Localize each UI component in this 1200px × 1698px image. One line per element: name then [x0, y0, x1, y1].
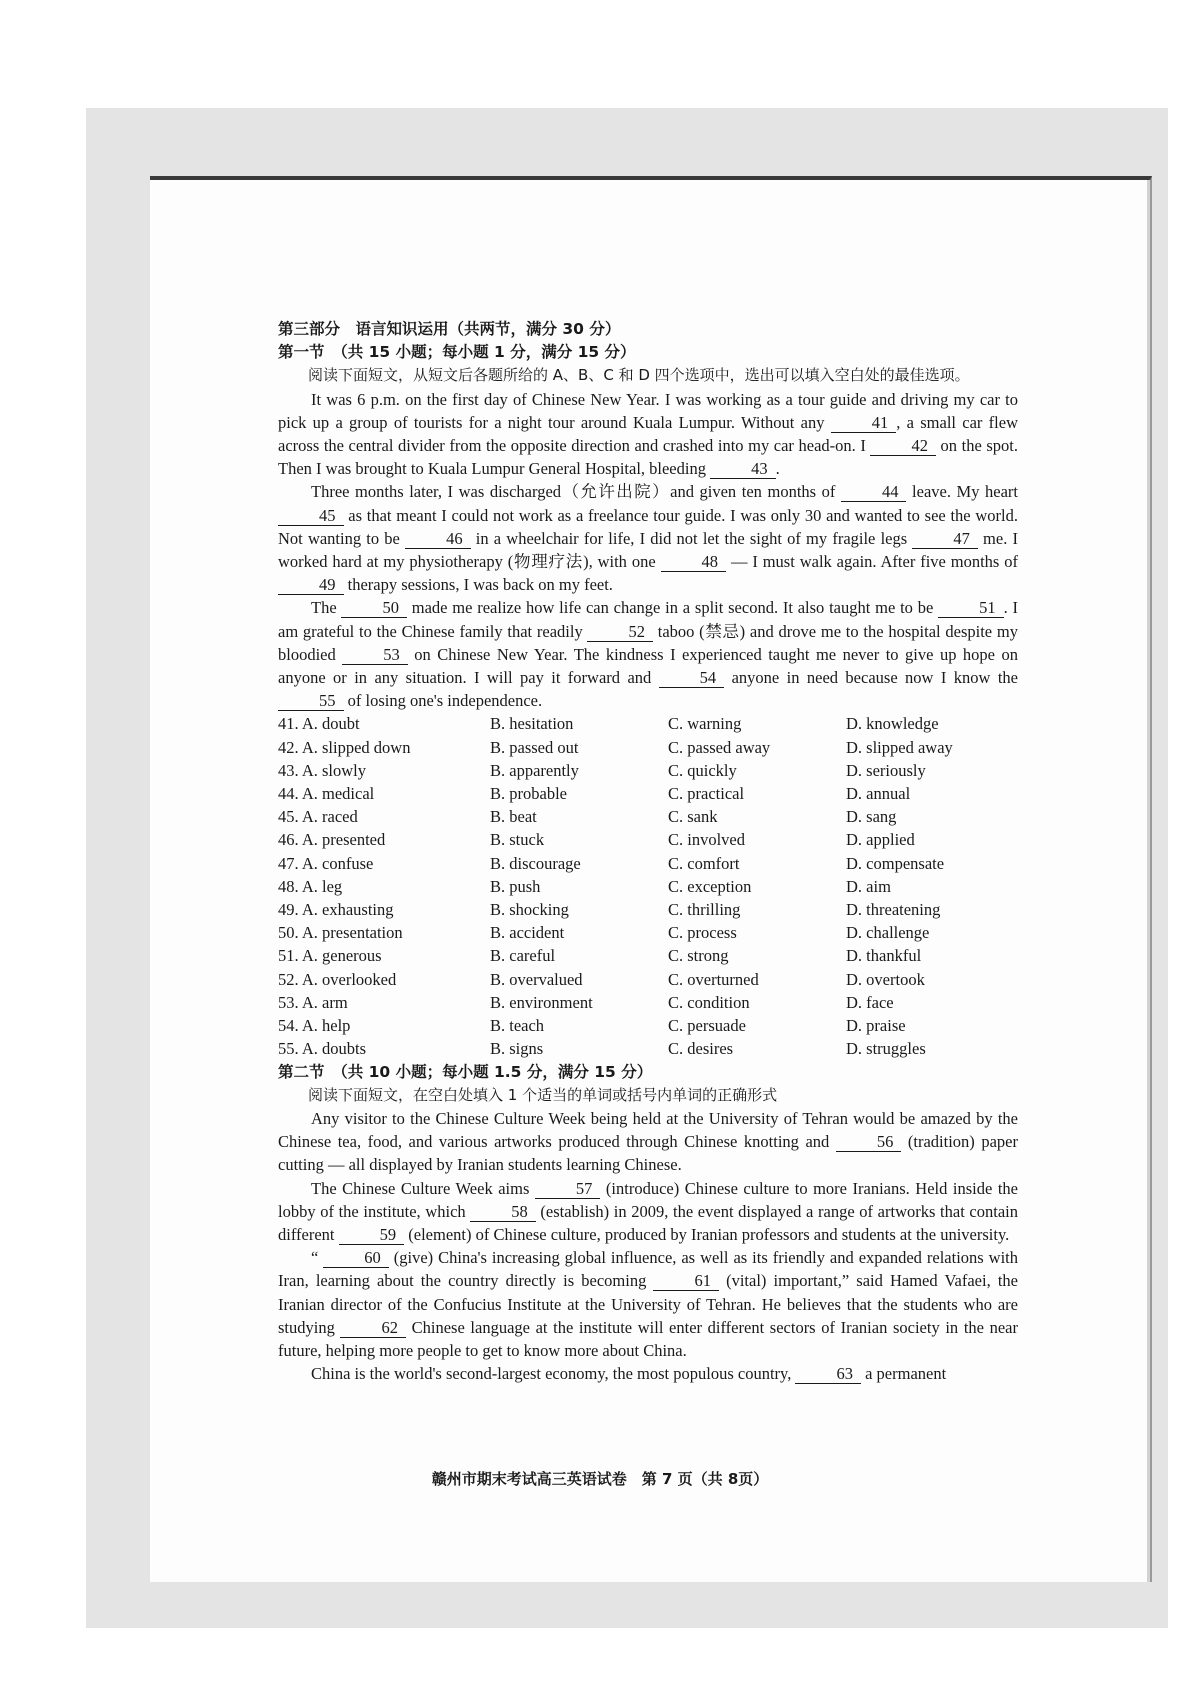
option-d: D. slipped away: [846, 737, 953, 757]
passage-text: of losing one's independence.: [343, 691, 543, 711]
option-c: C. thrilling: [668, 900, 741, 920]
option-b: B. overvalued: [490, 969, 583, 989]
option-c: C. passed away: [668, 737, 771, 757]
option-c: C. strong: [668, 946, 729, 966]
option-d: D. thankful: [846, 946, 922, 966]
passage-paragraph: [278, 1177, 1018, 1247]
passage-text: The Chinese Culture Week aims: [311, 1178, 535, 1198]
passage-text: Chinese language at the institute will enter different sectors of Iranian society in the near future, helping more people to get to know more about China.: [278, 1317, 1018, 1360]
blank-number: 61: [653, 1272, 719, 1291]
blank-number: 44: [841, 483, 907, 502]
option-c: C. persuade: [668, 1016, 746, 1036]
passage-text: taboo (禁忌) and drove me to the hospital despite my bloodied: [278, 621, 1018, 664]
passage-text: Three months later, I was discharged（允许出院）and given ten months of: [311, 482, 841, 502]
blank-number: 56: [836, 1133, 902, 1152]
blank-number: 60: [323, 1249, 389, 1268]
option-a: 55. A. doubts: [278, 1039, 367, 1059]
passage-text: on the spot. Then I was brought to Kuala Lumpur General Hospital, bleeding: [278, 436, 1018, 479]
option-b: B. careful: [490, 946, 556, 966]
option-c: C. practical: [668, 784, 745, 804]
part1-instruction: 阅读下面短文，从短文后各题所给的 A、B、C 和 D 四个选项中，选出可以填入空白处的最佳选项。: [308, 366, 970, 385]
option-a: 49. A. exhausting: [278, 900, 394, 920]
blank-number: 55: [278, 692, 344, 711]
blank-number: 43: [710, 460, 776, 479]
passage-text: as that meant I could not work as a freelance tour guide. I was only 30 and wanted to see the world. Not wanting to be: [278, 505, 1018, 548]
passage-text: (introduce) Chinese culture to more Iranians. Held inside the lobby of the institute, which: [278, 1178, 1018, 1221]
blank-number: 57: [535, 1180, 601, 1199]
passage-text: (tradition) paper cutting — all displayed by Iranian students learning Chinese.: [278, 1132, 1018, 1175]
option-b: B. push: [490, 876, 541, 896]
option-b: B. teach: [490, 1016, 545, 1036]
option-d: D. seriously: [846, 760, 926, 780]
option-a: 48. A. leg: [278, 876, 343, 896]
option-c: C. process: [668, 923, 737, 943]
option-a: 47. A. confuse: [278, 853, 374, 873]
blank-number: 41: [831, 414, 897, 433]
blank-number: 48: [661, 553, 727, 572]
option-d: D. overtook: [846, 969, 925, 989]
option-a: 53. A. arm: [278, 992, 348, 1012]
option-b: B. probable: [490, 784, 567, 804]
option-b: B. hesitation: [490, 714, 574, 734]
blank-number: 46: [405, 530, 471, 549]
passage-text: made me realize how life can change in a split second. It also taught me to be: [406, 598, 939, 618]
option-d: D. threatening: [846, 900, 941, 920]
passage-text: It was 6 p.m. on the first day of Chinese New Year. I was working as a tour guide and driving my car to pick up a group of tourists for a night tour around Kuala Lumpur. Without any: [278, 389, 1018, 432]
option-d: D. knowledge: [846, 714, 939, 734]
blank-number: 54: [659, 669, 725, 688]
part2-instruction: 阅读下面短文，在空白处填入 1 个适当的单词或括号内单词的正确形式: [308, 1085, 778, 1104]
passage-text: on Chinese New Year. The kindness I experienced taught me never to give up hope on anyone or in any situation. I will pay it forward and: [278, 644, 1018, 688]
passage-paragraph: [278, 596, 1018, 712]
blank-number: 63: [795, 1365, 861, 1384]
passage-paragraph: [278, 1362, 1018, 1385]
option-b: B. stuck: [490, 830, 545, 850]
option-d: D. sang: [846, 807, 897, 827]
part2-title: 第二节 （共 10 小题；每小题 1.5 分，满分 15 分）: [278, 1062, 653, 1081]
passage-paragraph: [278, 1107, 1018, 1177]
exam-content: [278, 318, 1018, 1385]
passage-paragraph: [278, 1246, 1018, 1362]
passage-text: anyone in need because now I know the: [724, 668, 1018, 688]
option-a: 52. A. overlooked: [278, 969, 397, 989]
gap-fill-passage: [278, 1107, 1018, 1385]
blank-number: 51: [938, 599, 1004, 618]
option-d: D. annual: [846, 784, 911, 804]
cloze-passage: [278, 388, 1018, 713]
option-b: B. accident: [490, 923, 565, 943]
option-c: C. condition: [668, 992, 750, 1012]
option-b: B. environment: [490, 992, 593, 1012]
page-footer: 赣州市期末考试高三英语试卷 第 7 页（共 8页）: [431, 1470, 769, 1488]
blank-number: 45: [278, 507, 344, 526]
passage-text: , a small car flew across the central divider from the opposite direction and crashed into my car head-on. I: [278, 412, 1018, 456]
option-d: D. praise: [846, 1016, 906, 1036]
option-b: B. signs: [490, 1039, 544, 1059]
passage-text: “: [311, 1248, 324, 1268]
option-d: D. face: [846, 992, 894, 1012]
option-a: 42. A. slipped down: [278, 737, 411, 757]
option-d: D. challenge: [846, 923, 930, 943]
section3-title: 第三部分 语言知识运用（共两节，满分 30 分）: [278, 320, 621, 338]
passage-text: in a wheelchair for life, I did not let the sight of my fragile legs: [470, 528, 913, 548]
option-a: 43. A. slowly: [278, 760, 367, 780]
options-grid: [278, 712, 1018, 1060]
passage-text: (give) China's increasing global influence, as well as its friendly and expanded relations with Iran, learning about the country directly is becoming: [278, 1248, 1019, 1291]
blank-number: 53: [342, 646, 408, 665]
option-b: B. discourage: [490, 853, 581, 873]
blank-number: 42: [870, 437, 936, 456]
option-c: C. involved: [668, 830, 745, 850]
blank-number: 58: [470, 1203, 536, 1222]
option-a: 51. A. generous: [278, 946, 382, 966]
passage-text: me. I worked hard at my physiotherapy (物理疗法), with one: [278, 528, 1018, 572]
option-d: D. struggles: [846, 1039, 926, 1059]
blank-number: 47: [912, 530, 978, 549]
passage-text: China is the world's second-largest economy, the most populous country,: [311, 1364, 796, 1384]
option-c: C. quickly: [668, 760, 737, 780]
passage-text: . I am grateful to the Chinese family that readily: [278, 598, 1019, 641]
option-b: B. apparently: [490, 760, 579, 780]
passage-text: Any visitor to the Chinese Culture Week being held at the University of Tehran would be amazed by the Chinese tea, food, and various artworks produced through Chinese knotting and: [278, 1108, 1018, 1152]
blank-number: 59: [339, 1226, 405, 1245]
passage-text: — I must walk again. After five months of: [726, 552, 1018, 572]
blank-number: 49: [278, 576, 344, 595]
passage-text: .: [775, 459, 780, 479]
option-c: C. comfort: [668, 853, 740, 873]
option-d: D. compensate: [846, 853, 945, 873]
passage-paragraph: [278, 388, 1018, 481]
part1-title: 第一节 （共 15 小题；每小题 1 分，满分 15 分）: [278, 343, 636, 362]
option-c: C. sank: [668, 807, 718, 827]
blank-number: 50: [341, 599, 407, 618]
option-a: 54. A. help: [278, 1016, 351, 1036]
option-d: D. applied: [846, 830, 915, 850]
option-c: C. overturned: [668, 969, 759, 989]
passage-text: (element) of Chinese culture, produced by Iranian professors and students at the university.: [404, 1224, 1010, 1244]
passage-text: leave. My heart: [906, 482, 1019, 502]
passage-text: therapy sessions, I was back on my feet.: [343, 575, 613, 595]
blank-number: 52: [587, 623, 653, 642]
option-b: B. passed out: [490, 737, 579, 757]
option-c: C. exception: [668, 876, 752, 896]
passage-text: (establish) in 2009, the event displayed a range of artworks that contain different: [278, 1201, 1018, 1244]
passage-paragraph: [278, 480, 1018, 596]
passage-text: a permanent: [860, 1364, 947, 1384]
option-b: B. beat: [490, 807, 537, 827]
option-a: 41. A. doubt: [278, 714, 360, 734]
option-a: 50. A. presentation: [278, 923, 403, 943]
blank-number: 62: [340, 1319, 406, 1338]
option-b: B. shocking: [490, 900, 569, 920]
option-d: D. aim: [846, 876, 891, 896]
passage-text: The: [311, 598, 342, 618]
option-c: C. desires: [668, 1039, 734, 1059]
option-a: 45. A. raced: [278, 807, 358, 827]
option-a: 46. A. presented: [278, 830, 386, 850]
option-c: C. warning: [668, 714, 742, 734]
passage-text: (vital) important,” said Hamed Vafaei, the Iranian director of the Confucius Institute at the University of Tehran. He believes that the students who are studying: [278, 1271, 1019, 1337]
option-a: 44. A. medical: [278, 784, 375, 804]
